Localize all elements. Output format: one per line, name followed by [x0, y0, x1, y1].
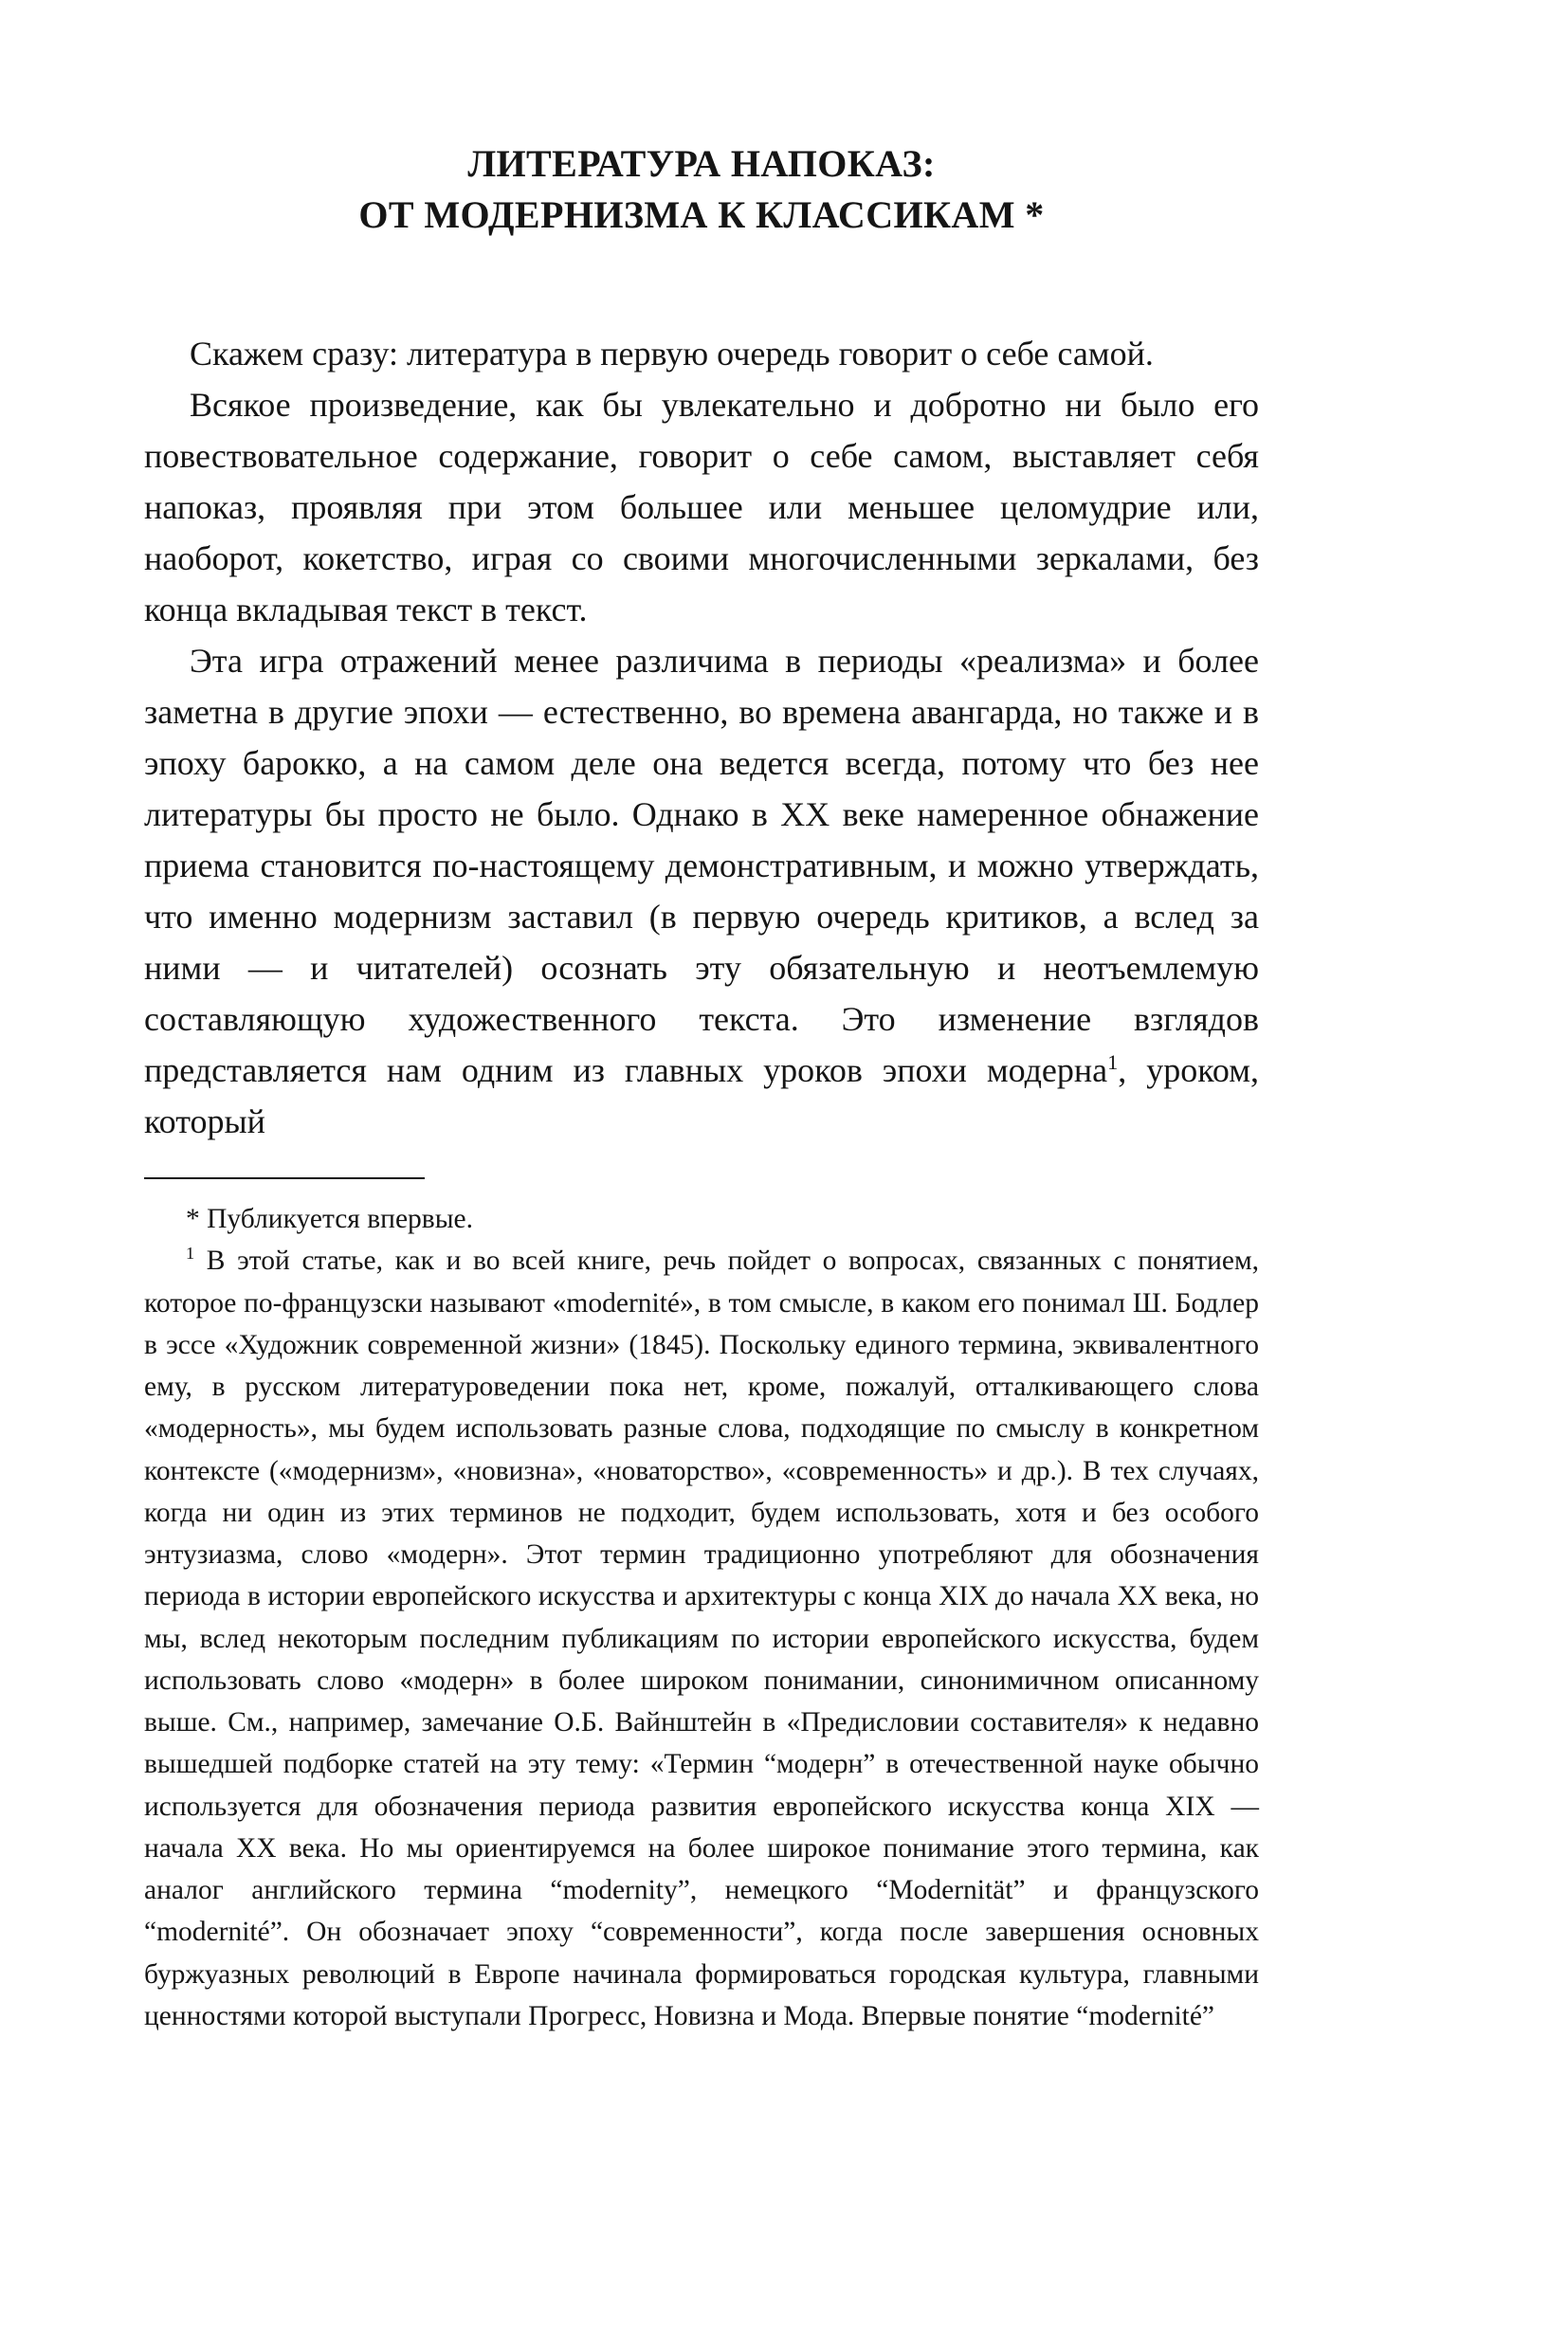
footnote-1	[144, 1240, 1259, 2037]
footnote-1-reference: 1	[1107, 1050, 1119, 1074]
footnote-separator	[144, 1177, 425, 1179]
paragraph-text: , уроком, который	[144, 1051, 1259, 1140]
title-line-1: ЛИТЕРАТУРА НАПОКАЗ:	[467, 142, 936, 185]
body-paragraph-3	[144, 635, 1259, 1147]
footnote-star	[144, 1198, 1259, 1240]
page-title	[144, 138, 1259, 241]
body-paragraph-1: Скажем сразу: литература в первую очередь говорит о себе самой.	[190, 335, 1154, 373]
body-paragraph-2: Всякое произведение, как бы увлекательно и добротно ни было его повествовательное содержание, говорит о себе самом, выставляет себя напоказ, проявляя при этом большее или меньшее целомудрие или, наоборот, кокетство, играя со своими многочисленными зеркалами, без конца вкладывая текст в текст.	[144, 386, 1259, 628]
footnote-star-marker: *	[186, 1204, 200, 1234]
footnote-1-marker: 1	[186, 1244, 195, 1264]
footnote-1-text: В этой статье, как и во всей книге, речь пойдет о вопросах, связанных с понятием, которое по-французски называют «modernité», в том смысле, в каком его понимал Ш. Бодлер в эссе «Художник современной жизни» (1845). Поскольку единого термина, эквивалентного ему, в русском литературоведении пока нет, кроме, пожалуй, отталкивающего слова «модерность», мы будем использовать разные слова, подходящие по смыслу в конкретном контексте («модернизм», «новизна», «новаторство», «современность» и др.). В тех случаях, когда ни один из этих терминов не подходит, будем использовать, хотя и без особого энтузиазма, слово «модерн». Этот термин традиционно употребляют для обозначения периода в истории европейского искусства и архитектуры с конца XIX до начала XX века, но мы, вслед некоторым последним публикациям по истории европейского искусства, будем использовать слово «модерн» в более широком понимании, синонимичном описанному выше. См., например, замечание О.Б. Вайнштейн в «Предисловии составителя» к недавно вышедшей подборке статей на эту тему: «Термин “модерн” в отечественной науке обычно используется для обозначения периода развития европейского искусства конца XIX — начала XX века. Но мы ориентируемся на более широкое понимание этого термина, как аналог английского термина “modernity”, немецкого “Modernität” и французского “modernité”. Он обозначает эпоху “современности”, когда после завершения основных буржуазных революций в Европе начинала формироваться городская культура, главными ценностями которой выступали Прогресс, Новизна и Мода. Впервые понятие “modernité”	[144, 1246, 1260, 2031]
paragraph-text: Эта игра отражений менее различима в периоды «реализма» и более заметна в другие эпохи — естественно, во времена авангарда, но также и в эпоху барокко, а на самом деле она ведется всегда, потому что без нее литературы бы просто не было. Однако в XX веке намеренное обнажение приема становится по-настоящему демонстративным, и можно утверждать, что именно модернизм заставил (в первую очередь критиков, а вслед за ними — и читателей) осознать эту обязательную и неотъемлемую составляющую художественного текста. Это изменение взглядов представляется нам одним из главных уроков эпохи модерна	[144, 642, 1259, 1089]
footnote-star-text: Публикуется впервые.	[207, 1204, 474, 1234]
title-line-2: ОТ МОДЕРНИЗМА К КЛАССИКАМ *	[358, 193, 1045, 236]
footnotes-block	[144, 1198, 1259, 2037]
article-body	[144, 328, 1259, 1147]
